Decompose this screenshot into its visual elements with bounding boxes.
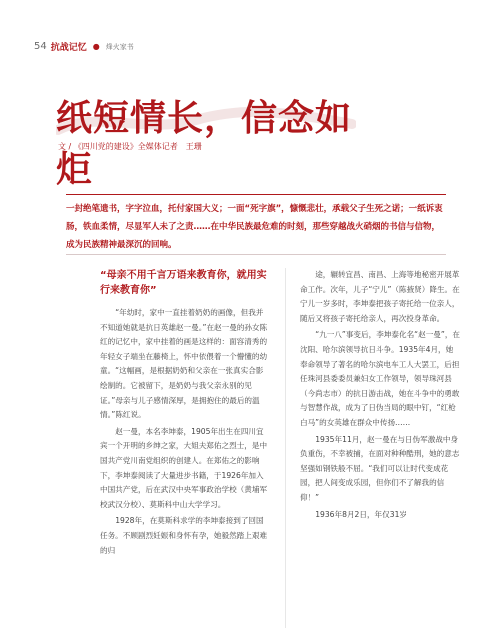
- lead-paragraph: 一封绝笔遗书，字字泣血，托付家国大义；一面“死字旗”，慷慨悲壮，承载父子生死之诺；一纸诉衷肠，铁血柔情，尽显军人未了之责……在中华民族最危难的时刻，那些穿越战火硝烟的书信与信物，成为民族精神最深沉的回响。: [66, 204, 443, 250]
- paragraph: 1935年11月，赵一曼在与日伪军激战中身负重伤，不幸被捕，在面对种种酷刑，她的意志坚强如钢铁般不屈。“我们可以让时代变成花园，把人间变成乐园，但你们不了解我的信仰！”: [300, 434, 460, 502]
- paragraph: 1928年，在莫斯科求学的李坤泰接到了回国任务。不顾剧烈妊娠和身怀有孕，她毅然踏上艰难的归: [100, 516, 268, 555]
- divider: [66, 254, 446, 255]
- byline: 文 / 《四川党的建设》全媒体记者 王珊: [58, 142, 202, 151]
- right-column: [300, 268, 460, 522]
- paragraph: “年幼时，家中一直挂着奶奶的画像，但我并不知道她就是抗日英雄赵一曼。”在赵一曼的孙女陈红的记忆中，家中挂着的画是这样的：面容清秀的年轻女子端坐在藤椅上，怀中依偎着一个懵懂的幼童。“这幅画，是根据奶奶和父亲在一张真实合影绘制的。它被留下，是奶奶与我父亲永别的见证。”母亲与儿子感情深厚，是拥抱住的最后的温情。”陈红说。: [100, 308, 268, 420]
- page-header: [34, 40, 134, 53]
- paragraph: 1936年8月2日，年仅31岁: [315, 509, 407, 519]
- paragraph: 赵一曼，本名李坤泰，1905年出生在四川宜宾一个开明的乡绅之家，大姐夫郑佑之烈士，是中国共产党川南党组织的创建人。在郑佑之的影响下，李坤泰阅读了大量进步书籍，于1926年加入中国共产党，后在武汉中央军事政治学校（黄埔军校武汉分校）、莫斯科中山大学学习。: [100, 426, 268, 509]
- section-title: 抗战记忆: [50, 43, 87, 53]
- column-divider: [285, 268, 286, 628]
- subsection-title: 烽火家书: [105, 42, 134, 51]
- page-number: 54: [34, 41, 47, 52]
- article-title: 纸短情长，信念如炬: [56, 97, 353, 190]
- subheading: “母亲不用千言万语来教育你，就用实行来教育你”: [100, 270, 267, 296]
- paragraph: “九一八”事变后，李坤泰化名“赵一曼”，在沈阳、哈尔滨领导抗日斗争。1935年4月，她奉命领导了著名的哈尔滨电车工人大罢工，后担任珠河县委委员兼妇女工作领导，领导珠河县（今尚志市）的抗日游击战，她在斗争中的勇敢与智慧作战，成为了日伪当局的眼中钉，“红枪白马”的女英雄在群众中传扬……: [300, 330, 461, 427]
- bullet-icon: ●: [92, 42, 100, 51]
- left-column: [100, 268, 270, 558]
- paragraph: 途，辗转宜昌、南昌、上海等地秘密开展革命工作。次年，儿子“宁儿”（陈掖贤）降生。在宁儿一岁多时，李坤泰把孩子寄托给一位亲人，随后又将孩子寄托给亲人，再次投身革命。: [300, 270, 460, 323]
